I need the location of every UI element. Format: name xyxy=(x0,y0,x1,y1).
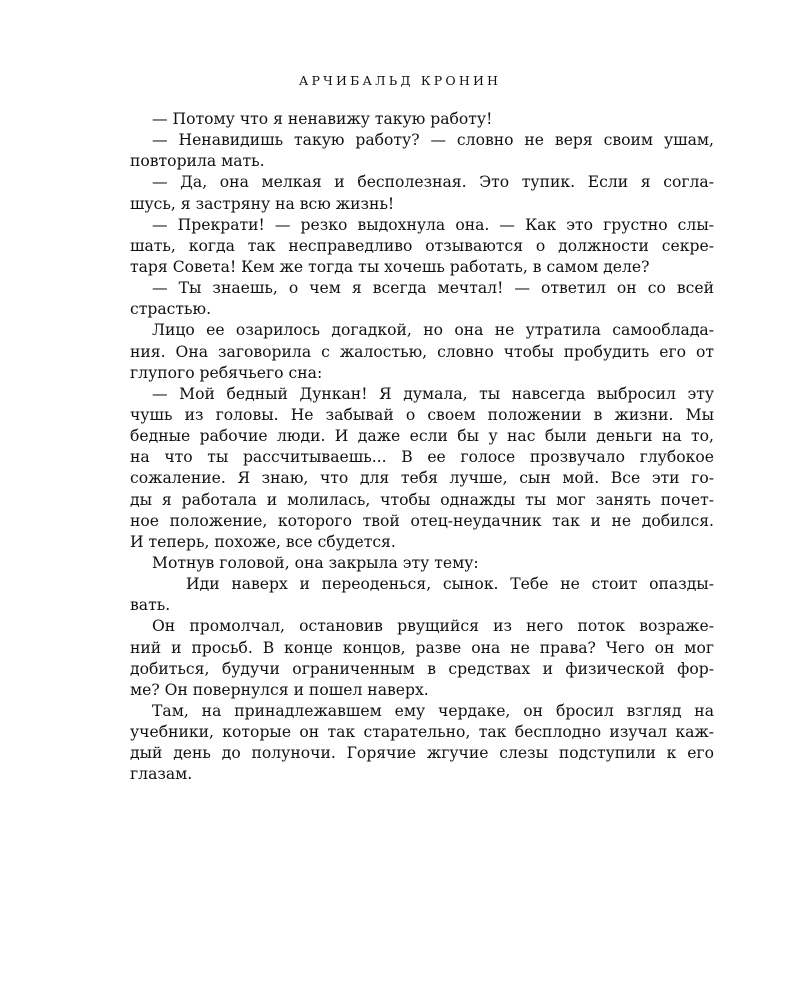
text-line: ний и просьб. В конце концов, разве она не права? Чего он мог xyxy=(130,638,714,657)
text-line: чушь из головы. Не забывай о своем положении в жизни. Мы xyxy=(130,405,714,424)
text-line: — Ненавидишь такую работу? — словно не веря своим ушам, xyxy=(152,131,714,150)
text-line: вать. xyxy=(130,596,171,615)
text-line: ное положение, которого твой отец-неудачник так и не добился. xyxy=(130,511,714,530)
text-line: ния. Она заговорила с жалостью, словно чтобы пробудить его от xyxy=(130,342,714,361)
text-line: — Мой бедный Дункан! Я думала, ты навсегда выбросил эту xyxy=(152,384,714,403)
text-line: — Потому что я ненавижу такую работу! xyxy=(152,110,493,128)
text-line: — Ты знаешь, о чем я всегда мечтал! — ответил он со всей xyxy=(152,279,714,298)
running-head: АРЧИБАЛЬД КРОНИН xyxy=(298,73,502,88)
text-line: глупого ребячьего сна: xyxy=(130,363,323,382)
text-line: страстью. xyxy=(130,300,212,319)
text-line: добиться, будучи ограниченным в средствах и физической фор- xyxy=(130,659,714,678)
text-line: учебники, которые он так старательно, так бесплодно изучал каж- xyxy=(130,723,714,742)
text-line: — Прекрати! — резко выдохнула она. — Как это грустно слы- xyxy=(152,215,714,234)
text-line: ме? Он повернулся и пошел наверх. xyxy=(130,680,429,699)
text-line: таря Совета! Кем же тогда ты хочешь работать, в самом деле? xyxy=(130,257,650,276)
text-line: Лицо ее озарилось догадкой, но она не утратила самооблада- xyxy=(152,321,714,340)
text-line: Мотнув головой, она закрыла эту тему: xyxy=(152,553,479,572)
body-text xyxy=(130,109,714,786)
text-line: ды я работала и молилась, чтобы однажды ты мог занять почет- xyxy=(130,490,714,509)
text-line: бедные рабочие люди. И даже если бы у нас были деньги на то, xyxy=(130,427,714,446)
text-line: шусь, я застряну на всю жизнь! xyxy=(130,194,395,213)
text-line: дый день до полуночи. Горячие жгучие слезы подступили к его xyxy=(130,744,714,763)
text-line: повторила мать. xyxy=(130,152,265,171)
text-line: Иди наверх и переоденься, сынок. Тебе не стоит опазды- xyxy=(186,575,714,594)
text-line: Он промолчал, остановив рвущийся из него поток возраже- xyxy=(152,617,714,636)
text-line: — Да, она мелкая и бесполезная. Это тупик. Если я согла- xyxy=(152,173,714,192)
text-line: Там, на принадлежавшем ему чердаке, он бросил взгляд на xyxy=(152,701,714,720)
text-line: шать, когда так несправедливо отзываются о должности секре- xyxy=(130,236,714,255)
text-line: И теперь, похоже, все сбудется. xyxy=(130,532,396,551)
text-line: на что ты рассчитываешь... В ее голосе прозвучало глубокое xyxy=(130,448,714,467)
text-line: сожаление. Я знаю, что для тебя лучше, сын мой. Все эти го- xyxy=(130,469,714,488)
text-line: глазам. xyxy=(130,765,193,784)
